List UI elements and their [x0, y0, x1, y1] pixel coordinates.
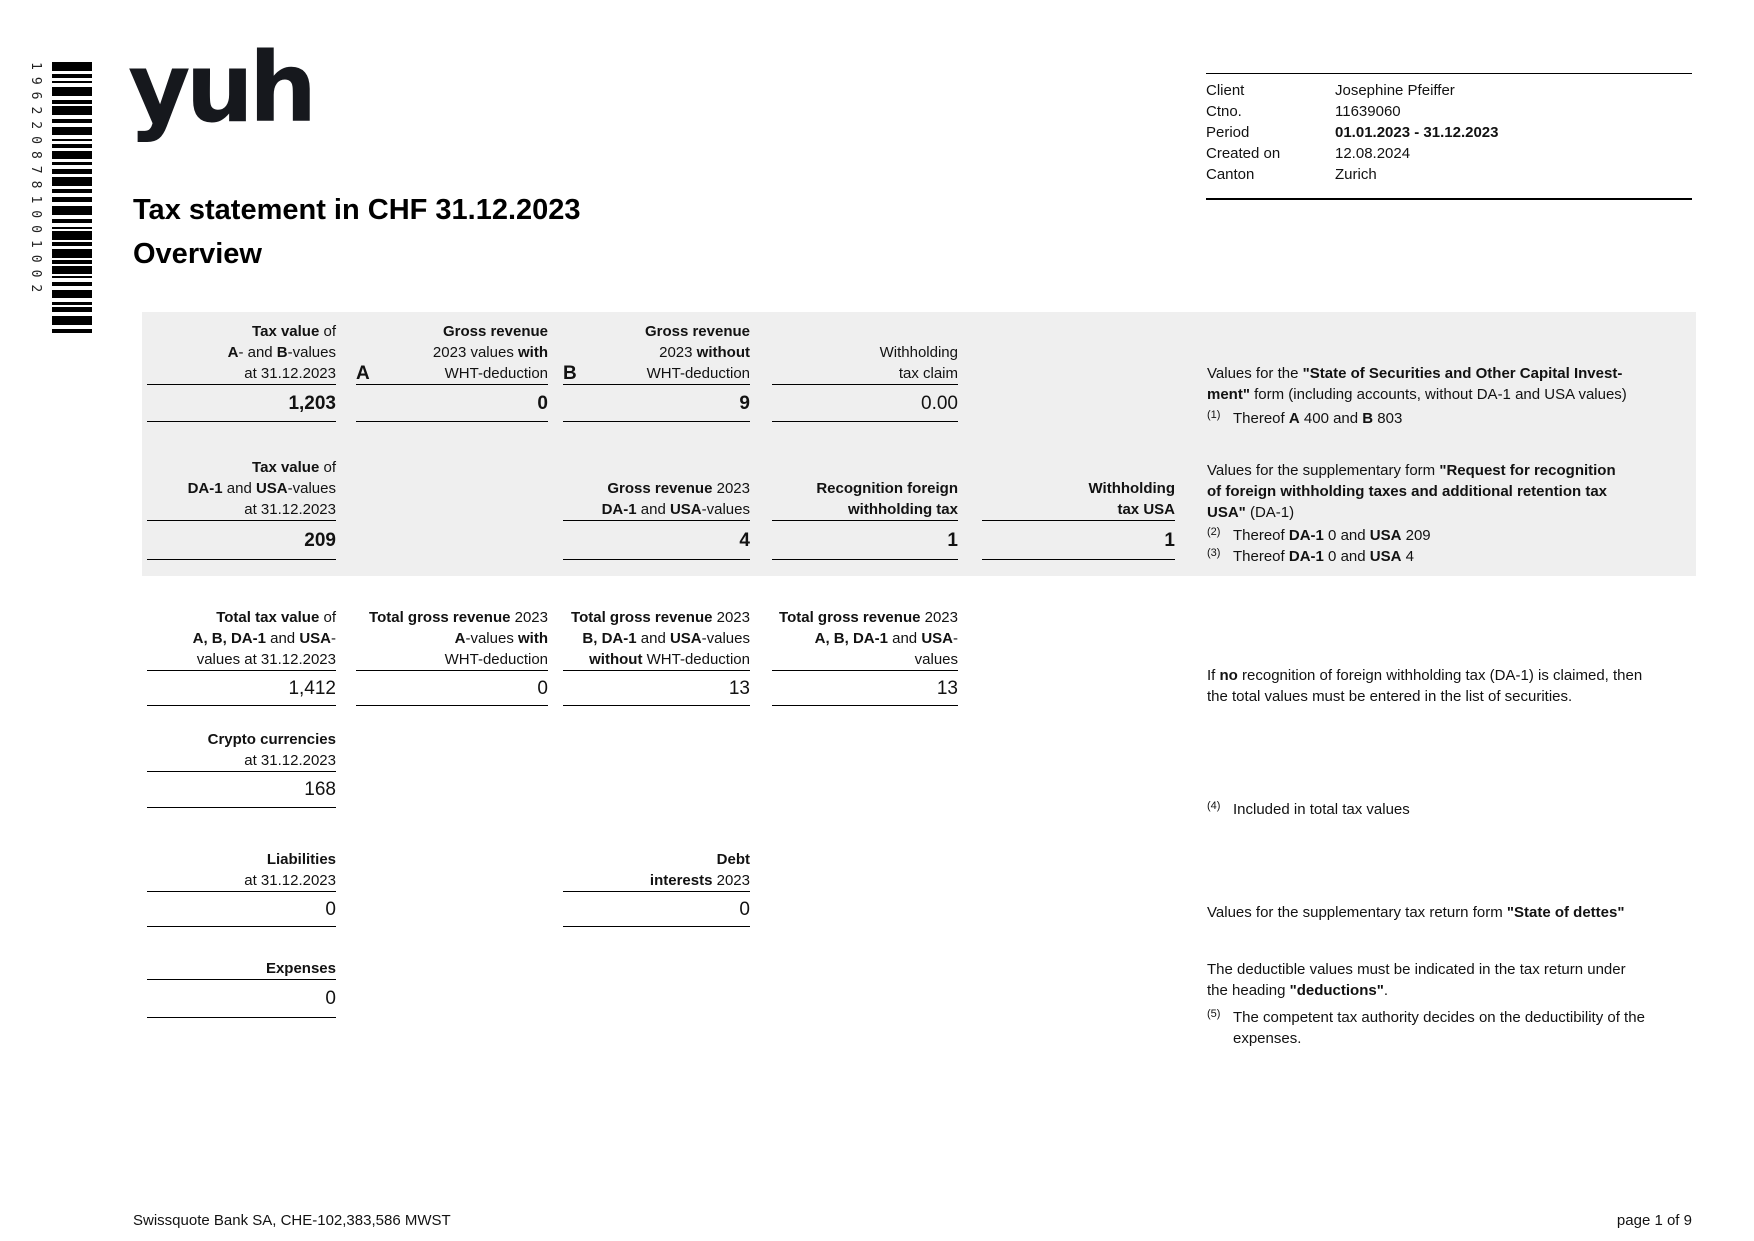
period-label: Period [1206, 124, 1250, 141]
cell-header: Liabilities at 31.12.2023 [244, 851, 336, 889]
cell-header: Expenses [265, 960, 336, 977]
cell-liabilities [147, 848, 336, 927]
footnote-2-marker: (2) [1207, 526, 1221, 538]
cell-total-gross-revenue-all [772, 606, 958, 706]
value-debt-interests: 0 [563, 891, 750, 927]
cell-header: Gross revenue 2023 values with WHT-deduction [432, 323, 548, 382]
cell-header: Total tax value of A, B, DA-1 and USA- values at 31.12.2023 [192, 609, 336, 668]
footnote-5-marker: (5) [1207, 1008, 1221, 1020]
note-dettes-form: Values for the supplementary tax return form "State of dettes" [1207, 904, 1625, 921]
footnote-4: (4) Included in total tax values [1207, 799, 1707, 820]
cell-debt-interests [563, 848, 750, 927]
cell-header: Total gross revenue 2023 B, DA-1 and USA-values without WHT-deduction [571, 609, 750, 668]
cell-gross-revenue-without-wht [563, 320, 750, 422]
cell-withholding-tax-claim [772, 320, 958, 422]
footnote-1: (1) Thereof A 400 and B 803 [1207, 408, 1707, 429]
client-box-bottom-rule [1206, 185, 1692, 200]
value-total-gross-revenue-without: 13 [563, 670, 750, 706]
yuh-logo: yuh [128, 32, 313, 144]
note-no-recognition: If no recognition of foreign withholding tax (DA-1) is claimed, then the total values must be entered in the list of securities. [1207, 667, 1643, 705]
cell-header: Total gross revenue 2023 A, B, DA-1 and USA- values [779, 609, 958, 668]
value-liabilities: 0 [147, 891, 336, 927]
footnote-5: (5) The competent tax authority decides on the deductibility of the expenses. [1207, 1007, 1707, 1049]
client-box-top-rule [1206, 73, 1692, 80]
cell-total-gross-revenue-a [356, 606, 548, 706]
cell-header: Tax value of DA-1 and USA-values at 31.12.2023 [187, 459, 336, 518]
canton-row [1206, 164, 1692, 185]
footnote-1-marker: (1) [1207, 409, 1221, 421]
barcode-number: 1962208781001002 [28, 62, 43, 300]
value-gross-revenue-without-wht: 9 [563, 384, 750, 422]
cell-header: Debt interests 2023 [649, 851, 750, 889]
ctno-value: 11639060 [1335, 103, 1401, 120]
created-on-value: 12.08.2024 [1335, 145, 1411, 162]
value-total-gross-revenue-a: 0 [356, 670, 548, 706]
value-tax-value-ab: 1,203 [147, 384, 336, 422]
barcode [52, 62, 92, 334]
cell-crypto-currencies [147, 729, 336, 808]
client-info-box [1206, 73, 1692, 200]
footer-bank-info: Swissquote Bank SA, CHE-102,383,586 MWST [133, 1212, 451, 1229]
marker-a: A [356, 363, 370, 384]
value-crypto-currencies: 168 [147, 771, 336, 808]
note-da1-form: Values for the supplementary form "Request for recognition of foreign withholding taxes and additional retention tax USA" (DA-1) [1207, 462, 1616, 521]
cell-withholding-tax-usa [982, 456, 1175, 560]
cell-header: Crypto currencies at 31.12.2023 [207, 731, 336, 769]
client-label: Client [1206, 82, 1245, 99]
footnote-3-marker: (3) [1207, 547, 1221, 559]
page-subtitle: Overview [133, 238, 262, 270]
footnote-3: (3) Thereof DA-1 0 and USA 4 [1207, 546, 1707, 567]
footnote-2: (2) Thereof DA-1 0 and USA 209 [1207, 525, 1707, 546]
cell-total-tax-value [147, 606, 336, 706]
footer-page-number: page 1 of 9 [1616, 1212, 1692, 1229]
cell-recognition-foreign-withholding [772, 456, 958, 560]
canton-label: Canton [1206, 166, 1255, 183]
cell-header: Tax value of A- and B-values at 31.12.2023 [227, 323, 336, 382]
value-total-gross-revenue-all: 13 [772, 670, 958, 706]
note-securities-form: Values for the "State of Securities and Other Capital Invest- ment" form (including accounts, without DA-1 and USA values) [1207, 365, 1627, 403]
period-row [1206, 122, 1692, 143]
page-title: Tax statement in CHF 31.12.2023 [133, 194, 581, 226]
footnote-4-marker: (4) [1207, 800, 1221, 812]
cell-header: Gross revenue 2023 DA-1 and USA-values [601, 480, 750, 518]
cell-total-gross-revenue-without [563, 606, 750, 706]
cell-expenses [147, 957, 336, 1018]
cell-header: Withholding tax claim [879, 344, 958, 382]
marker-b: B [563, 363, 577, 384]
value-expenses: 0 [147, 979, 336, 1018]
value-total-tax-value: 1,412 [147, 670, 336, 706]
ctno-label: Ctno. [1206, 103, 1242, 120]
value-gross-revenue-with-wht: 0 [356, 384, 548, 422]
cell-header: Recognition foreign withholding tax [816, 480, 958, 518]
value-gross-revenue-da1-usa: 4 [563, 520, 750, 560]
cell-header: Withholding tax USA [1088, 480, 1175, 518]
note-deductible: The deductible values must be indicated in the tax return under the heading "deductions". [1207, 961, 1626, 999]
cell-tax-value-ab [147, 320, 336, 422]
client-value: Josephine Pfeiffer [1335, 82, 1455, 99]
created-on-row [1206, 143, 1692, 164]
cell-gross-revenue-da1-usa [563, 456, 750, 560]
client-row [1206, 80, 1692, 101]
period-value: 01.01.2023 - 31.12.2023 [1335, 124, 1499, 141]
canton-value: Zurich [1335, 166, 1377, 183]
cell-header: Total gross revenue 2023 A-values with WHT-deduction [369, 609, 548, 668]
value-withholding-tax-claim: 0.00 [772, 384, 958, 422]
ctno-row [1206, 101, 1692, 122]
created-on-label: Created on [1206, 145, 1281, 162]
cell-header: Gross revenue 2023 without WHT-deduction [644, 323, 750, 382]
value-tax-value-da1-usa: 209 [147, 520, 336, 560]
cell-gross-revenue-with-wht [356, 320, 548, 422]
value-recognition-foreign-withholding: 1 [772, 520, 958, 560]
cell-tax-value-da1-usa [147, 456, 336, 560]
value-withholding-tax-usa: 1 [982, 520, 1175, 560]
